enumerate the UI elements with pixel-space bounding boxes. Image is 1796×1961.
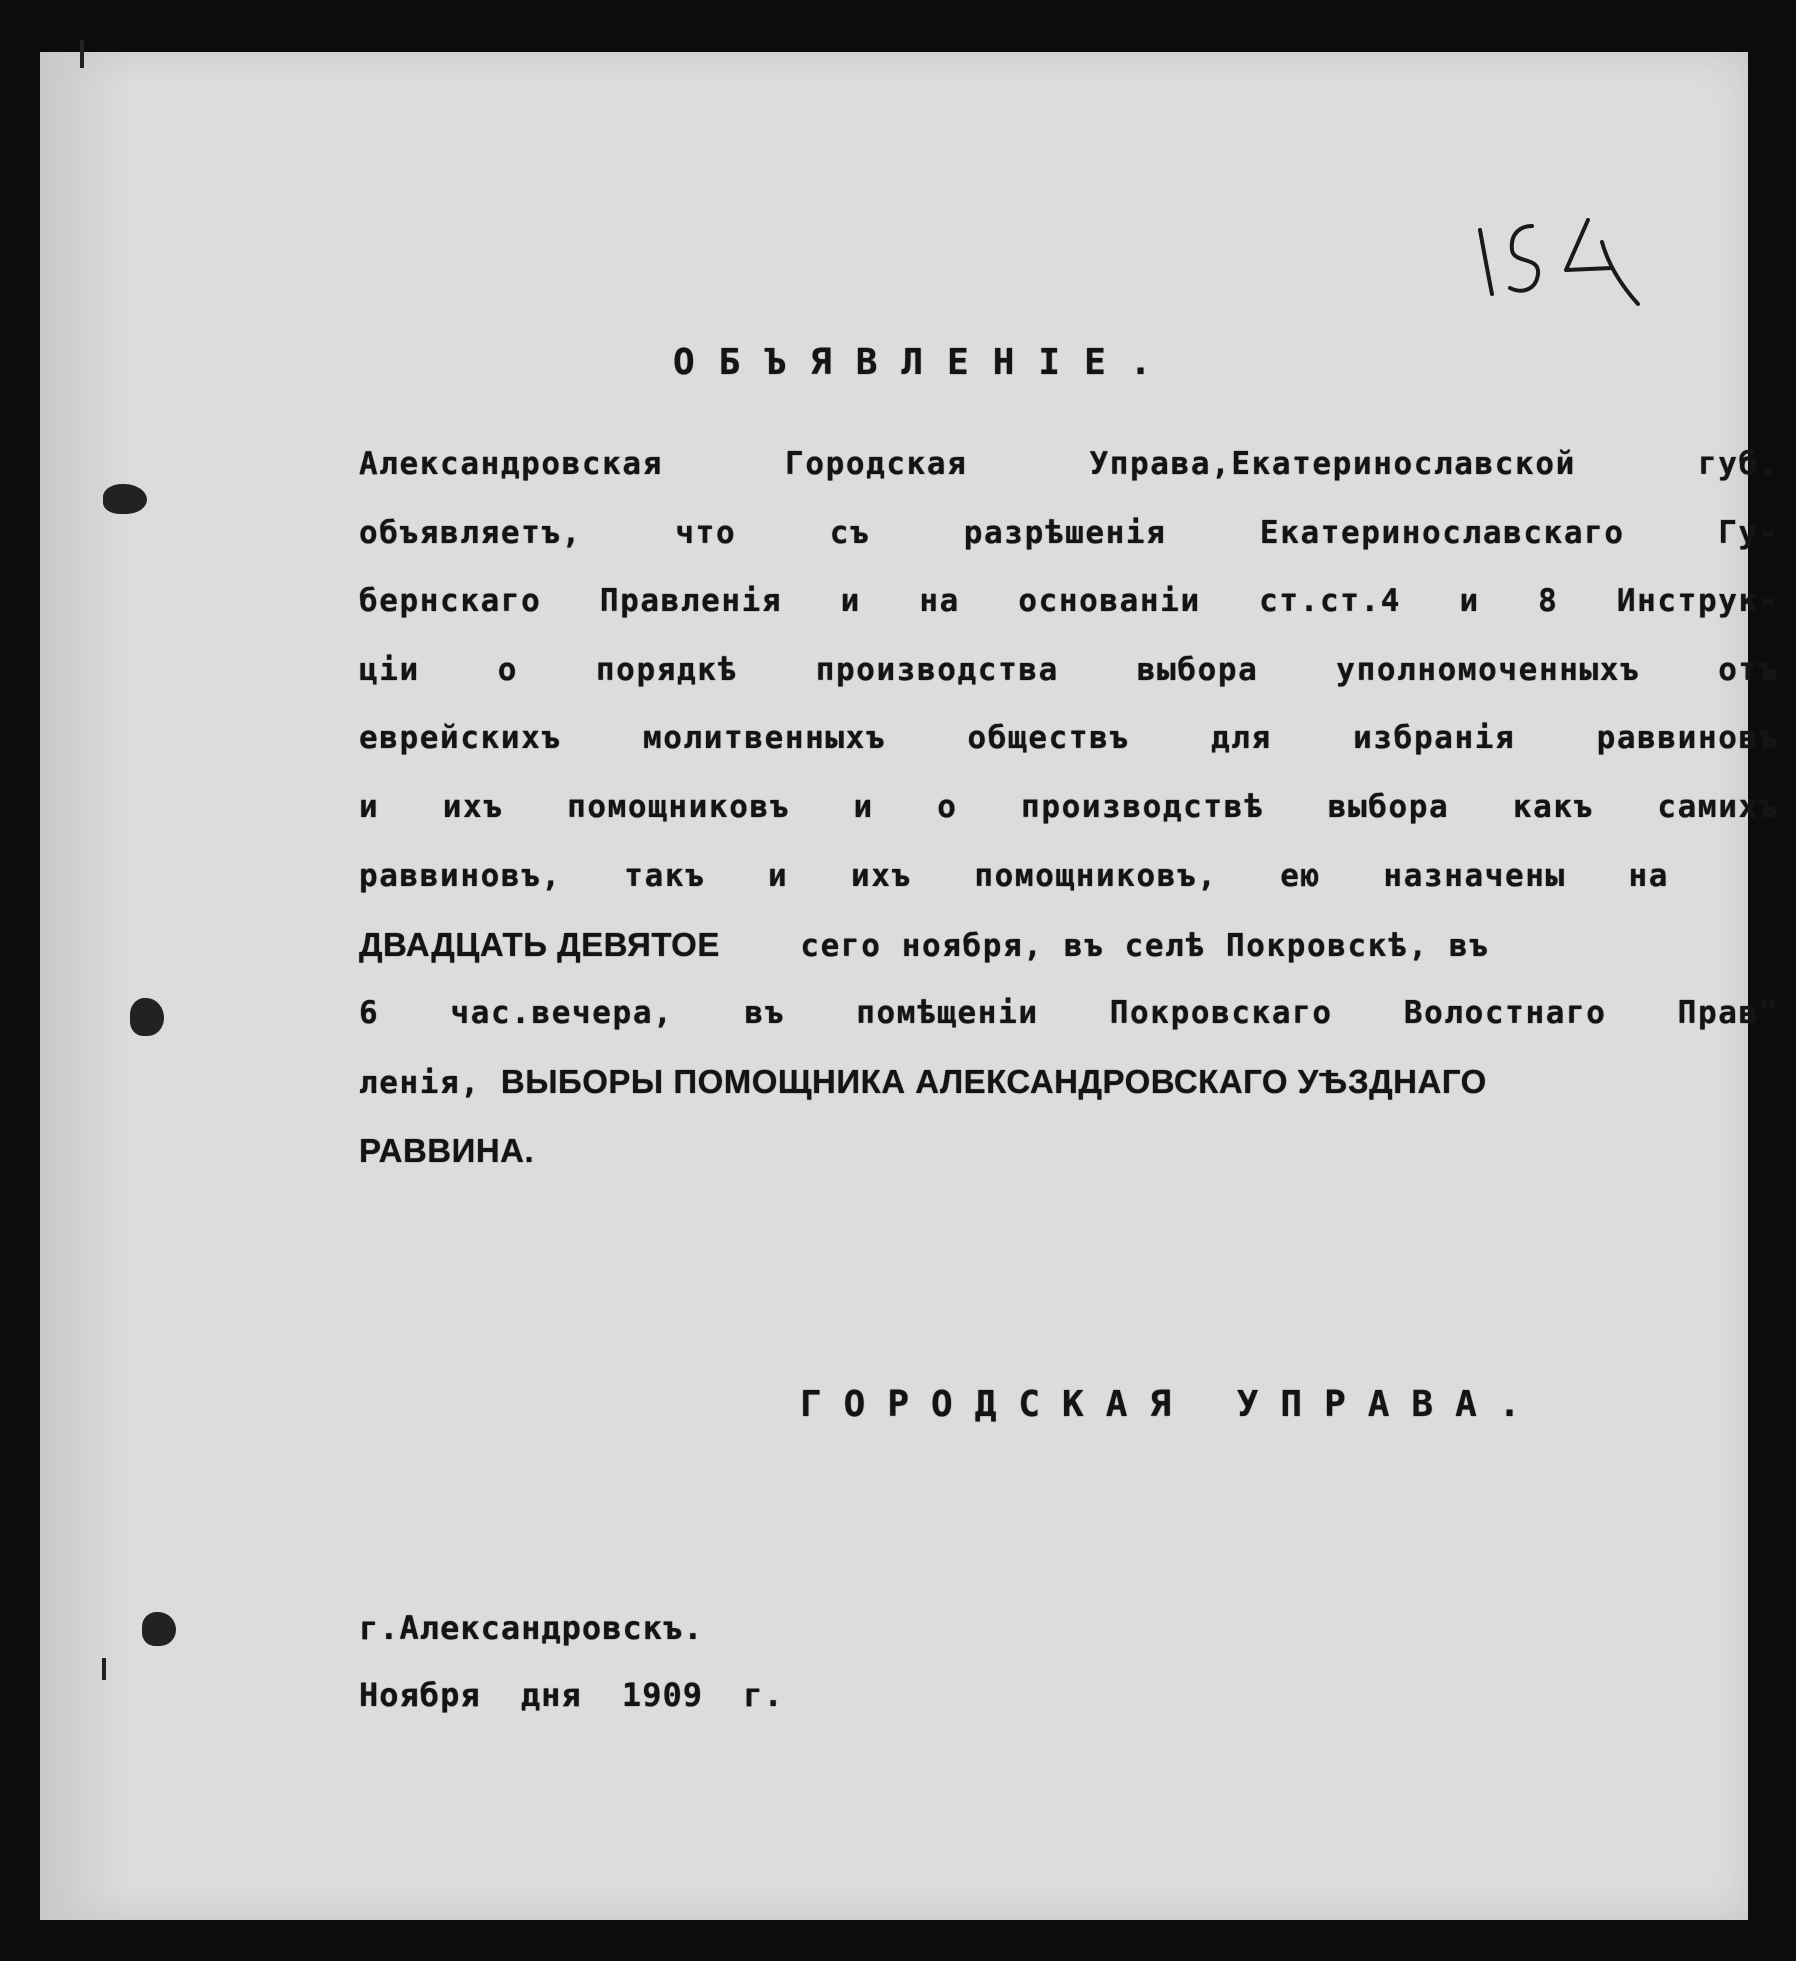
body-line-date [359, 926, 1719, 964]
body-line-elections [359, 1063, 1659, 1101]
body-line: 6 час.вечера, въ помѣщеніи Покровскаго Волостнаго Прав" [359, 995, 1779, 1031]
margin-tick [80, 40, 84, 68]
punch-hole-mark [142, 1612, 176, 1646]
document-sheet [40, 52, 1779, 1920]
emphasized-date: ДВАДЦАТЬ ДЕВЯТОЕ [359, 926, 720, 963]
punch-hole-mark [130, 998, 164, 1036]
place-of-issue: г.Александровскъ. [359, 1609, 704, 1647]
body-line: еврейскихъ молитвенныхъ обществъ для избранія раввиновъ [359, 720, 1779, 756]
body-line-rabbi [359, 1132, 1779, 1170]
body-line: раввиновъ, такъ и ихъ помощниковъ, ею назначены на [359, 858, 1669, 894]
emphasized-rabbi: РАВВИНА. [359, 1132, 535, 1169]
punch-hole-mark [103, 484, 147, 514]
body-line: объявляетъ, что съ разрѣшенія Екатеринославскаго Гу- [359, 515, 1779, 551]
body-line: Александровская Городская Управа,Екатеринославской губ. [359, 446, 1779, 482]
date-of-issue: Ноября дня 1909 г. [359, 1676, 784, 1714]
signature: ГОРОДСКАЯ УПРАВА. [800, 1384, 1543, 1425]
body-line: бернскаго Правленія и на основаніи ст.ст.4 и 8 Инструк- [359, 583, 1779, 619]
body-line-text: сего ноября, въ селѣ Покровскѣ, въ [800, 928, 1490, 964]
body-line: ціи о порядкѣ производства выбора уполномоченныхъ отъ [359, 652, 1779, 688]
emphasized-elections: ВЫБОРЫ ПОМОЩНИКА АЛЕКСАНДРОВСКАГО УѢЗДНАГО [500, 1063, 1487, 1100]
document-title: ОБЪЯВЛЕНІЕ. [673, 342, 1176, 383]
body-line-text: ленія, [359, 1065, 481, 1101]
body-line: и ихъ помощниковъ и о производствѣ выбора какъ самихъ [359, 789, 1779, 825]
margin-tick [102, 1658, 106, 1680]
handwritten-archive-number [1470, 212, 1650, 312]
